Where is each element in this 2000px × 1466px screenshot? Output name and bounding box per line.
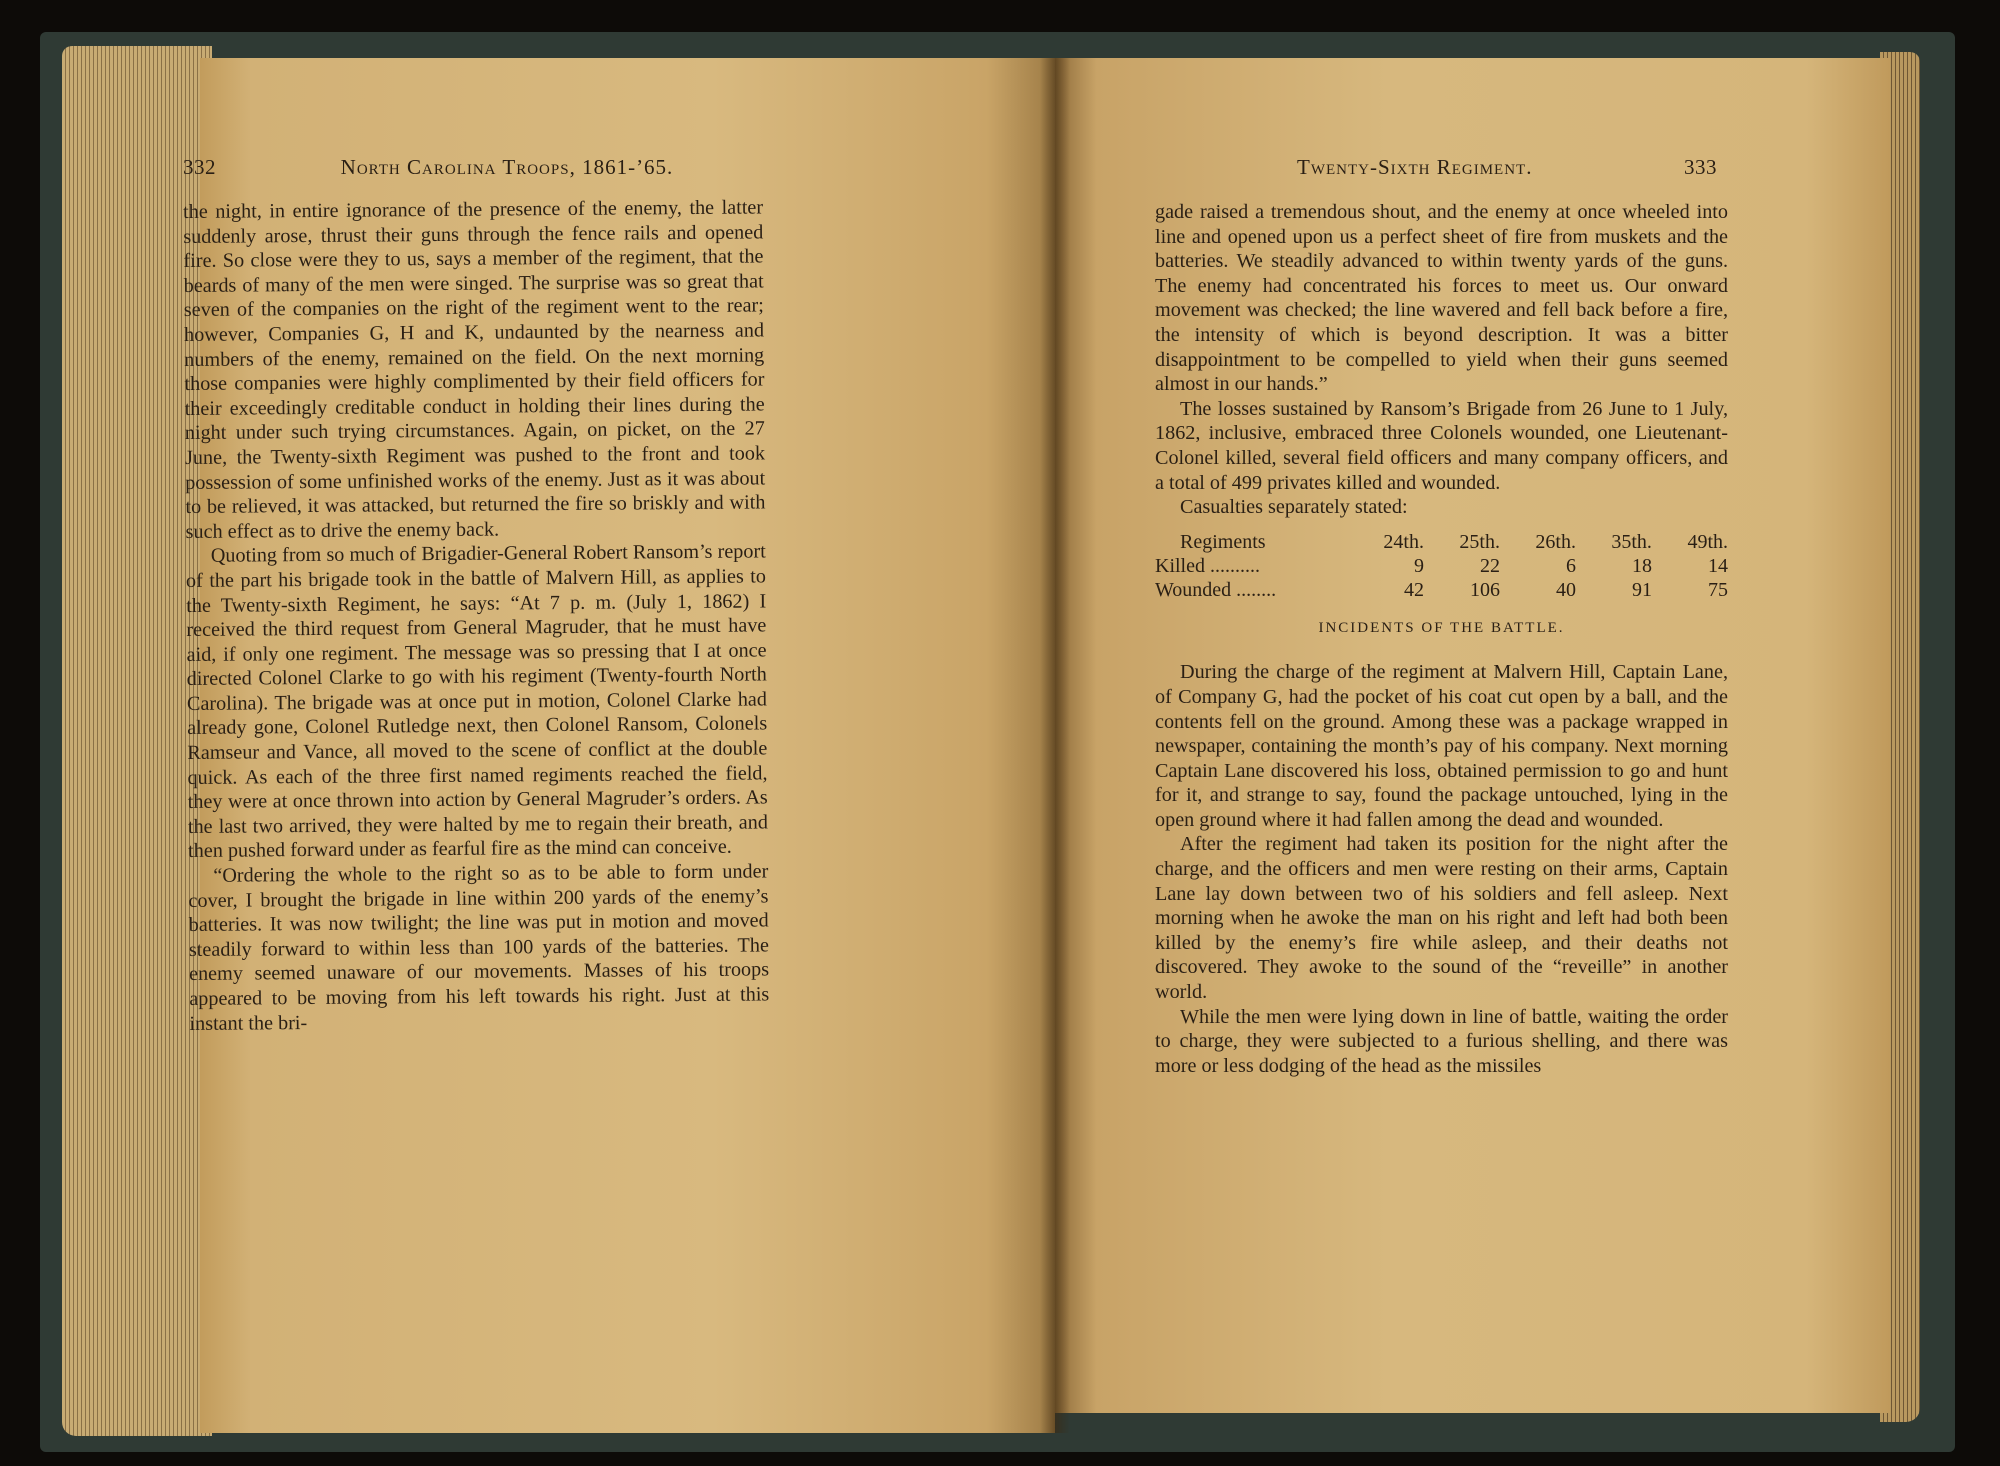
table-cell: 75 (1708, 578, 1728, 601)
paragraph: Quoting from so much of Brigadier-General Robert Ransom’s report of the part his brigade took in the battle of Malvern Hill, as applies to the Twenty-sixth Regiment, he says: “At 7 p. m. (July 1, 1862) I received the third request from General Magruder, that he must have aid, if only one regiment. The message was so pressing that I at once directed Colonel Clarke to go with his regiment (Twenty-fourth North Carolina). The brigade was at once put in motion, Colonel Clarke had already gone, Colonel Rutledge next, then Colonel Ransom, Colonels Ramseur and Vance, all moved to the scene of conflict at the double quick. As each of the three first named regiments reached the field, they were at once thrown into action by General Magruder’s orders. As the last two arrived, they were halted by me to regain their breath, and then pushed forward under as fearful fire as the mind can conceive. (185, 540, 768, 863)
table-header-row (1155, 530, 1728, 554)
paragraph: While the men were lying down in line of battle, waiting the order to charge, they were subjected to a furious shelling, and there was more or less dodging of the head as the missiles (1155, 1005, 1728, 1077)
table-row (1155, 554, 1728, 578)
table-cell: Killed .......... (1155, 554, 1260, 577)
right-running-head (1297, 155, 1717, 180)
table-header-cell: 25th. (1459, 530, 1500, 553)
left-body-text (183, 195, 770, 1036)
table-cell: 42 (1403, 578, 1424, 601)
table-cell: 106 (1469, 578, 1500, 601)
paragraph: Casualties separately stated: (1180, 496, 1408, 519)
table-cell: 14 (1708, 554, 1728, 577)
right-page-number: 333 (1684, 155, 1717, 179)
table-header-cell: 24th. (1383, 530, 1424, 553)
table-cell: 6 (1565, 554, 1576, 577)
paragraph: After the regiment had taken its position for the night after the charge, and the officers and men were resting on their arms, Captain Lane lay down between two of his soldiers and fell asleep. Next morning when he awoke the man on his right and left had both been killed by the enemy’s fire while asleep, and their deaths not discovered. They awoke to the sound of the “reveille” in another world. (1155, 833, 1728, 1004)
casualties-table (1155, 530, 1728, 602)
book-gutter (1040, 58, 1070, 1433)
table-cell: 18 (1631, 554, 1652, 577)
paragraph: The losses sustained by Ransom’s Brigade from 26 June to 1 July, 1862, inclusive, embraced three Colonels wounded, one Lieutenant-Colonel killed, several field officers and many company officers, and a total of 499 privates killed and wounded. (1155, 397, 1728, 494)
table-cell: 22 (1479, 554, 1500, 577)
right-body-text (1155, 200, 1728, 1078)
table-header-cell: 26th. (1535, 530, 1576, 553)
table-cell: 9 (1413, 554, 1424, 577)
paragraph: During the charge of the regiment at Malvern Hill, Captain Lane, of Company G, had the pocket of his coat cut open by a ball, and the contents fell on the ground. Among these was a package wrapped in newspaper, containing the month’s pay of his company. Next morning Captain Lane discovered his loss, obtained permission to go and hunt for it, and strange to say, found the package untouched, lying in the open ground where it had fallen among the dead and wounded. (1155, 661, 1728, 831)
table-cell: 91 (1631, 578, 1652, 601)
table-header-cell: 35th. (1611, 530, 1652, 553)
table-header-cell: Regiments (1180, 530, 1266, 553)
paragraph: gade raised a tremendous shout, and the enemy at once wheeled into line and opened upon us a perfect sheet of fire from muskets and the batteries. We steadily advanced to within twenty yards of the guns. The enemy had concentrated his forces to meet us. Our onward movement was checked; the line wavered and fell back before a fire, the intensity of which is beyond description. It was a bitter disappointment to be compelled to yield when their guns seemed almost in our hands.” (1155, 201, 1728, 396)
right-running-title: Twenty-Sixth Regiment. (1297, 155, 1533, 179)
table-cell: 40 (1555, 578, 1576, 601)
section-heading: INCIDENTS OF THE BATTLE. (1318, 619, 1565, 636)
left-page-number: 332 (183, 155, 216, 179)
table-header-cell: 49th. (1687, 530, 1728, 553)
paragraph: the night, in entire ignorance of the presence of the enemy, the latter suddenly arose, thrust their guns through the fence rails and opened fire. So close were they to us, says a member of the regiment, that the beards of many of the men were singed. The surprise was so great that seven of the companies on the right of the regiment went to the rear; however, Companies G, H and K, undaunted by the nearness and numbers of the enemy, remained on the field. On the next morning those companies were highly complimented by their field officers for their exceedingly creditable conduct in holding their lines during the night under such trying circumstances. Again, on picket, on the 27 June, the Twenty-sixth Regiment was pushed to the front and took possession of some unfinished works of the enemy. Just as it was about to be relieved, it was attacked, but returned the fire so briskly and with such effect as to drive the enemy back. (183, 196, 766, 543)
left-running-head (183, 155, 858, 180)
left-running-title: North Carolina Troops, 1861-’65. (340, 155, 674, 179)
table-cell: Wounded ........ (1155, 578, 1277, 601)
table-row (1155, 578, 1728, 602)
paragraph: “Ordering the whole to the right so as to be able to form under cover, I brought the brigade in line within 200 yards of the enemy’s batteries. It was now twilight; the line was put in motion and moved steadily forward to within less than 100 yards of the batteries. The enemy seemed unaware of our movements. Masses of his troops appeared to be moving from his left towards his right. Just at this instant the bri- (188, 860, 770, 1035)
